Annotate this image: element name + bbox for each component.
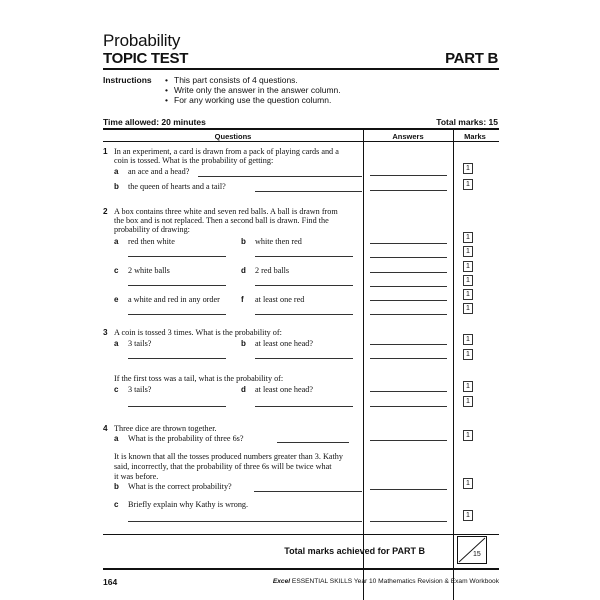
part-text: the queen of hearts and a tail? [128, 182, 226, 191]
answer-line[interactable] [370, 521, 447, 522]
part-label-b: b [241, 339, 246, 348]
question-text: coin is tossed. What is the probability of getting: [114, 156, 274, 165]
column-divider [453, 129, 454, 600]
part-label-c: c [114, 500, 119, 509]
part-label-a: a [114, 237, 119, 246]
answer-line[interactable] [370, 344, 447, 345]
part-text: 3 tails? [128, 339, 152, 348]
instruction-item: • Write only the answer in the answer column. [165, 85, 341, 95]
working-line[interactable] [198, 176, 362, 177]
working-line[interactable] [255, 358, 353, 359]
mark-box: 1 [463, 232, 473, 243]
part-label-d: d [241, 385, 246, 394]
mark-box: 1 [463, 381, 473, 392]
answer-line[interactable] [370, 358, 447, 359]
part-text: What is the correct probability? [128, 482, 232, 491]
part-text: a white and red in any order [128, 295, 220, 304]
part-label-d: d [241, 266, 246, 275]
score-divider-slash [457, 536, 487, 564]
working-line[interactable] [255, 285, 353, 286]
question-text: A coin is tossed 3 times. What is the probability of: [114, 328, 282, 337]
question-text: If the first toss was a tail, what is the probability of: [114, 374, 284, 383]
page-number: 164 [103, 577, 118, 587]
mark-box: 1 [463, 275, 473, 286]
mark-box: 1 [463, 430, 473, 441]
question-text: In an experiment, a card is drawn from a pack of playing cards and a [114, 147, 339, 156]
part-label-a: a [114, 434, 119, 443]
answer-line[interactable] [370, 286, 447, 287]
mark-box: 1 [463, 179, 473, 190]
mark-box: 1 [463, 303, 473, 314]
question-text: the box and is not replaced. Then a second ball is drawn. Find the [114, 216, 329, 225]
mark-box: 1 [463, 261, 473, 272]
part-text: at least one red [255, 295, 305, 304]
working-line[interactable] [255, 406, 353, 407]
mark-box: 1 [463, 510, 473, 521]
total-out-of: 15 [473, 551, 481, 558]
question-text: said, incorrectly, that the probability of three 6s will be twice what [114, 462, 332, 471]
answer-line[interactable] [370, 272, 447, 273]
part-label-f: f [241, 295, 244, 304]
part-text: 2 red balls [255, 266, 290, 275]
answer-line[interactable] [370, 314, 447, 315]
working-line[interactable] [128, 406, 226, 407]
header-divider [103, 141, 499, 142]
working-line[interactable] [128, 256, 226, 257]
answers-header: Answers [392, 132, 424, 141]
instructions-label: Instructions [103, 75, 152, 85]
working-line[interactable] [277, 442, 349, 443]
topic-subject: Probability [103, 31, 181, 50]
part-text: 3 tails? [128, 385, 152, 394]
working-line[interactable] [128, 314, 226, 315]
mark-box: 1 [463, 246, 473, 257]
question-number: 3 [103, 328, 108, 337]
part-text: at least one head? [255, 385, 313, 394]
working-line[interactable] [255, 314, 353, 315]
mark-box: 1 [463, 163, 473, 174]
part-label-a: a [114, 167, 119, 176]
book-title [273, 578, 499, 585]
total-achieved-label: Total marks achieved for PART B [284, 546, 425, 556]
working-line[interactable] [128, 521, 362, 522]
part-text: at least one head? [255, 339, 313, 348]
part-text: white then red [255, 237, 302, 246]
question-number: 4 [103, 424, 108, 433]
column-divider [363, 129, 364, 600]
part-label: PART B [445, 50, 498, 67]
question-number: 2 [103, 207, 108, 216]
part-text: What is the probability of three 6s? [128, 434, 244, 443]
question-text: It is known that all the tosses produced numbers greater than 3. Kathy [114, 452, 343, 461]
question-text: A box contains three white and seven red balls. A ball is drawn from [114, 207, 338, 216]
instruction-item: • For any working use the question column. [165, 95, 341, 105]
answer-line[interactable] [370, 175, 447, 176]
part-text: red then white [128, 237, 175, 246]
answer-line[interactable] [370, 440, 447, 441]
question-text: Three dice are thrown together. [114, 424, 217, 433]
table-bottom-rule [103, 534, 499, 535]
answer-line[interactable] [370, 190, 447, 191]
mark-box: 1 [463, 349, 473, 360]
working-line[interactable] [128, 358, 226, 359]
mark-box: 1 [463, 396, 473, 407]
working-line[interactable] [128, 285, 226, 286]
page-title: TOPIC TEST [103, 50, 189, 67]
header-rule [103, 68, 499, 70]
instruction-item: • This part consists of 4 questions. [165, 75, 341, 85]
total-score-box[interactable] [457, 536, 487, 564]
mark-box: 1 [463, 289, 473, 300]
part-label-a: a [114, 339, 119, 348]
answer-line[interactable] [370, 489, 447, 490]
question-text: it was before. [114, 472, 159, 481]
total-marks: Total marks: 15 [436, 117, 498, 127]
part-text: an ace and a head? [128, 167, 190, 176]
part-text: Briefly explain why Kathy is wrong. [128, 500, 249, 509]
working-line[interactable] [255, 256, 353, 257]
part-label-c: c [114, 266, 119, 275]
part-label-b: b [114, 482, 119, 491]
answer-line[interactable] [370, 406, 447, 407]
answer-line[interactable] [370, 257, 447, 258]
question-text: probability of drawing: [114, 225, 190, 234]
part-label-e: e [114, 295, 119, 304]
instructions-list [165, 75, 341, 105]
mark-box: 1 [463, 334, 473, 345]
part-label-b: b [241, 237, 246, 246]
answer-line[interactable] [370, 391, 447, 392]
marks-header: Marks [464, 132, 486, 141]
footer-rule [103, 568, 499, 570]
working-line[interactable] [255, 191, 362, 192]
question-number: 1 [103, 147, 108, 156]
book-name: ESSENTIAL SKILLS Year 10 Mathematics Revision & Exam Workbook [290, 578, 499, 585]
table-top-rule [103, 128, 499, 130]
time-allowed: Time allowed: 20 minutes [103, 117, 206, 127]
part-text: 2 white balls [128, 266, 170, 275]
questions-header: Questions [214, 132, 252, 141]
working-line[interactable] [254, 491, 362, 492]
part-label-b: b [114, 182, 119, 191]
part-label-c: c [114, 385, 119, 394]
book-brand: Excel [272, 578, 291, 585]
answer-line[interactable] [370, 300, 447, 301]
answer-line[interactable] [370, 243, 447, 244]
mark-box: 1 [463, 478, 473, 489]
